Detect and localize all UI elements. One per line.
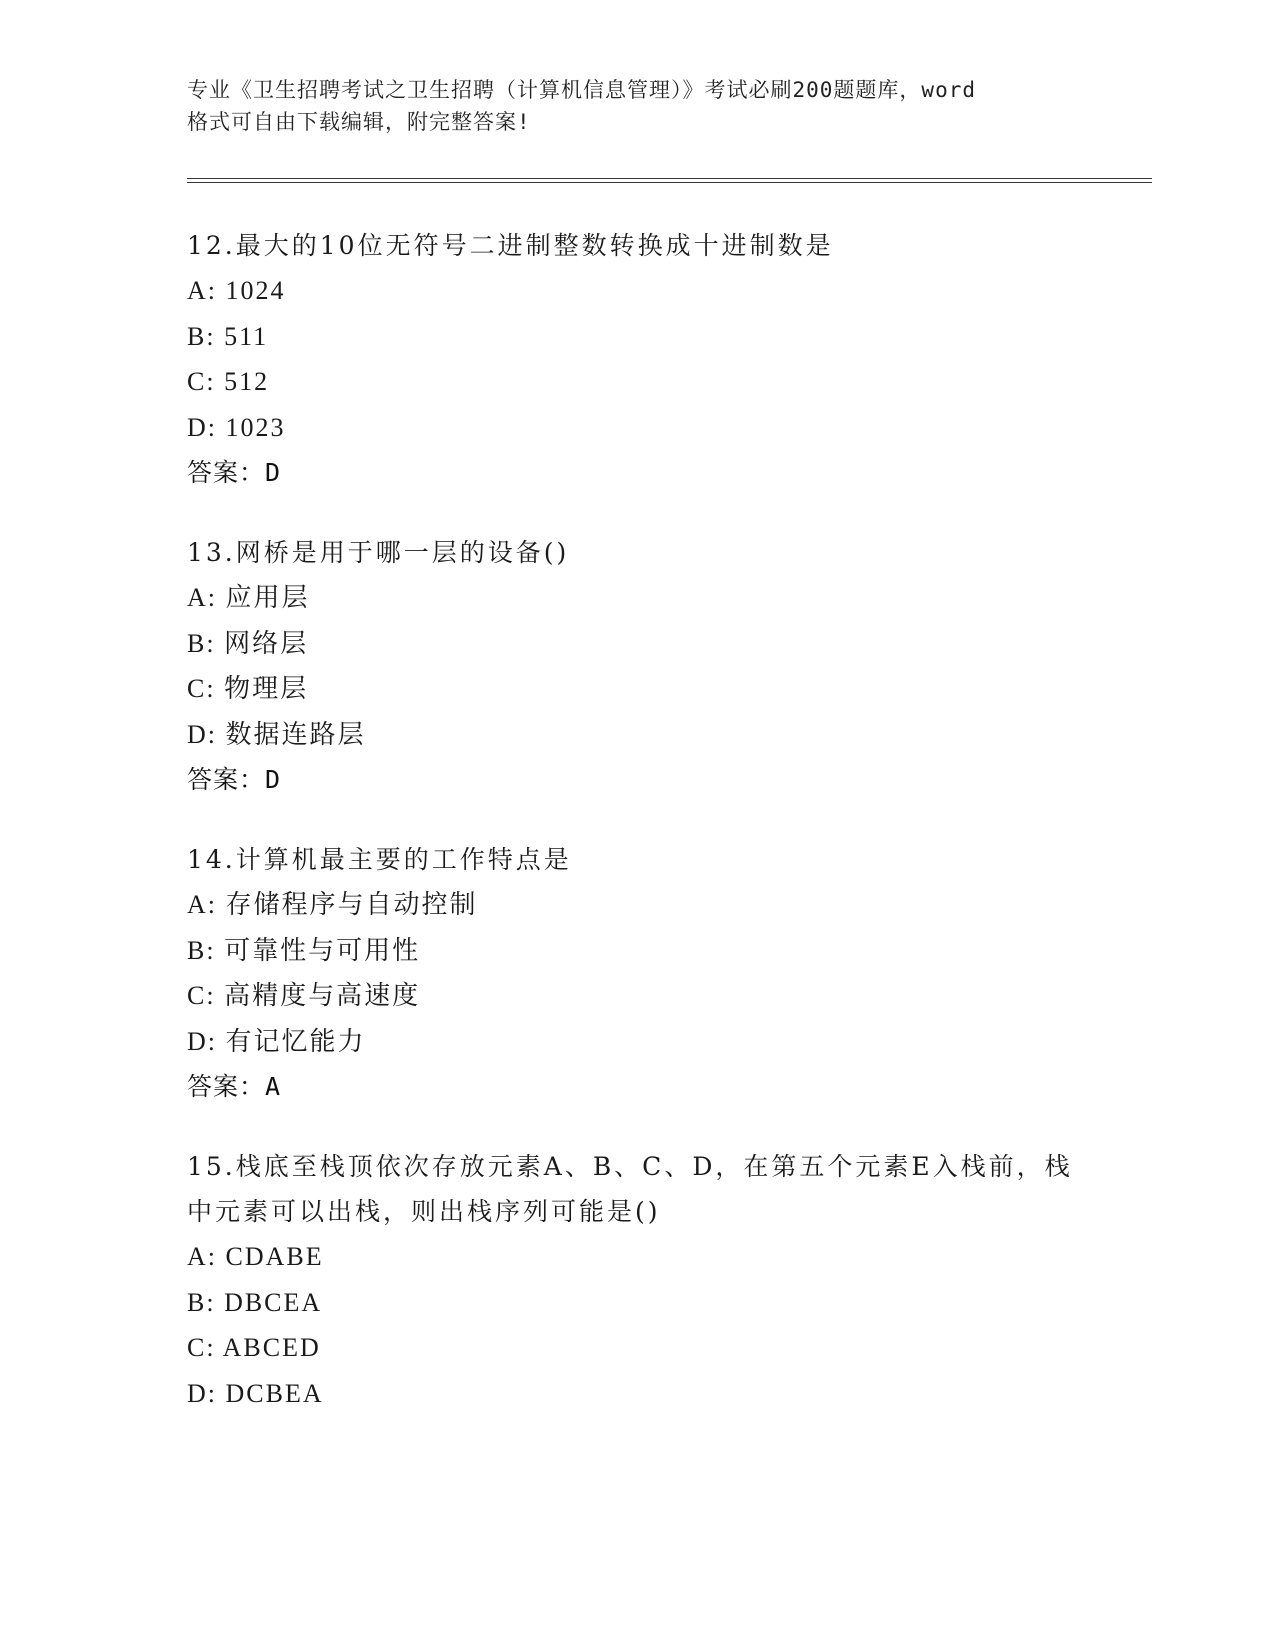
header-line-1: 专业《卫生招聘考试之卫生招聘（计算机信息管理）》考试必刷200题题库，word xyxy=(187,78,976,102)
option-d: D: 1023 xyxy=(187,412,286,442)
header-divider xyxy=(187,178,1152,183)
question-15 xyxy=(187,1144,1087,1416)
option-b: B: DBCEA xyxy=(187,1287,323,1317)
question-stem: 14.计算机最主要的工作特点是 xyxy=(187,845,572,874)
option-a: A: 存储程序与自动控制 xyxy=(187,890,478,919)
question-stem: 13.网桥是用于哪一层的设备() xyxy=(187,538,570,567)
document-header xyxy=(187,74,1087,138)
option-c: C: 物理层 xyxy=(187,674,309,703)
option-c: C: 512 xyxy=(187,367,270,396)
question-12 xyxy=(187,223,1087,495)
option-c: C: ABCED xyxy=(187,1333,321,1362)
option-a: A: 应用层 xyxy=(187,583,310,612)
header-line-2: 格式可自由下载编辑，附完整答案! xyxy=(187,110,531,134)
question-stem: 12.最大的10位无符号二进制整数转换成十进制数是 xyxy=(187,231,834,260)
answer-line: 答案：D xyxy=(187,765,282,794)
option-c: C: 高精度与高速度 xyxy=(187,981,421,1010)
option-a: A: 1024 xyxy=(187,276,286,305)
question-stem-line-1: 15.栈底至栈顶依次存放元素A、B、C、D，在第五个元素E入栈前，栈 xyxy=(187,1152,1073,1181)
answer-line: 答案：D xyxy=(187,458,282,487)
option-b: B: 511 xyxy=(187,321,269,351)
option-d: D: 数据连路层 xyxy=(187,719,366,749)
question-13 xyxy=(187,530,1087,802)
option-a: A: CDABE xyxy=(187,1242,324,1271)
option-b: B: 网络层 xyxy=(187,628,309,658)
option-b: B: 可靠性与可用性 xyxy=(187,935,421,965)
option-d: D: 有记忆能力 xyxy=(187,1026,366,1056)
question-stem-line-2: 中元素可以出栈，则出栈序列可能是() xyxy=(187,1197,661,1226)
option-d: D: DCBEA xyxy=(187,1378,324,1408)
question-14 xyxy=(187,837,1087,1109)
answer-line: 答案：A xyxy=(187,1072,282,1101)
